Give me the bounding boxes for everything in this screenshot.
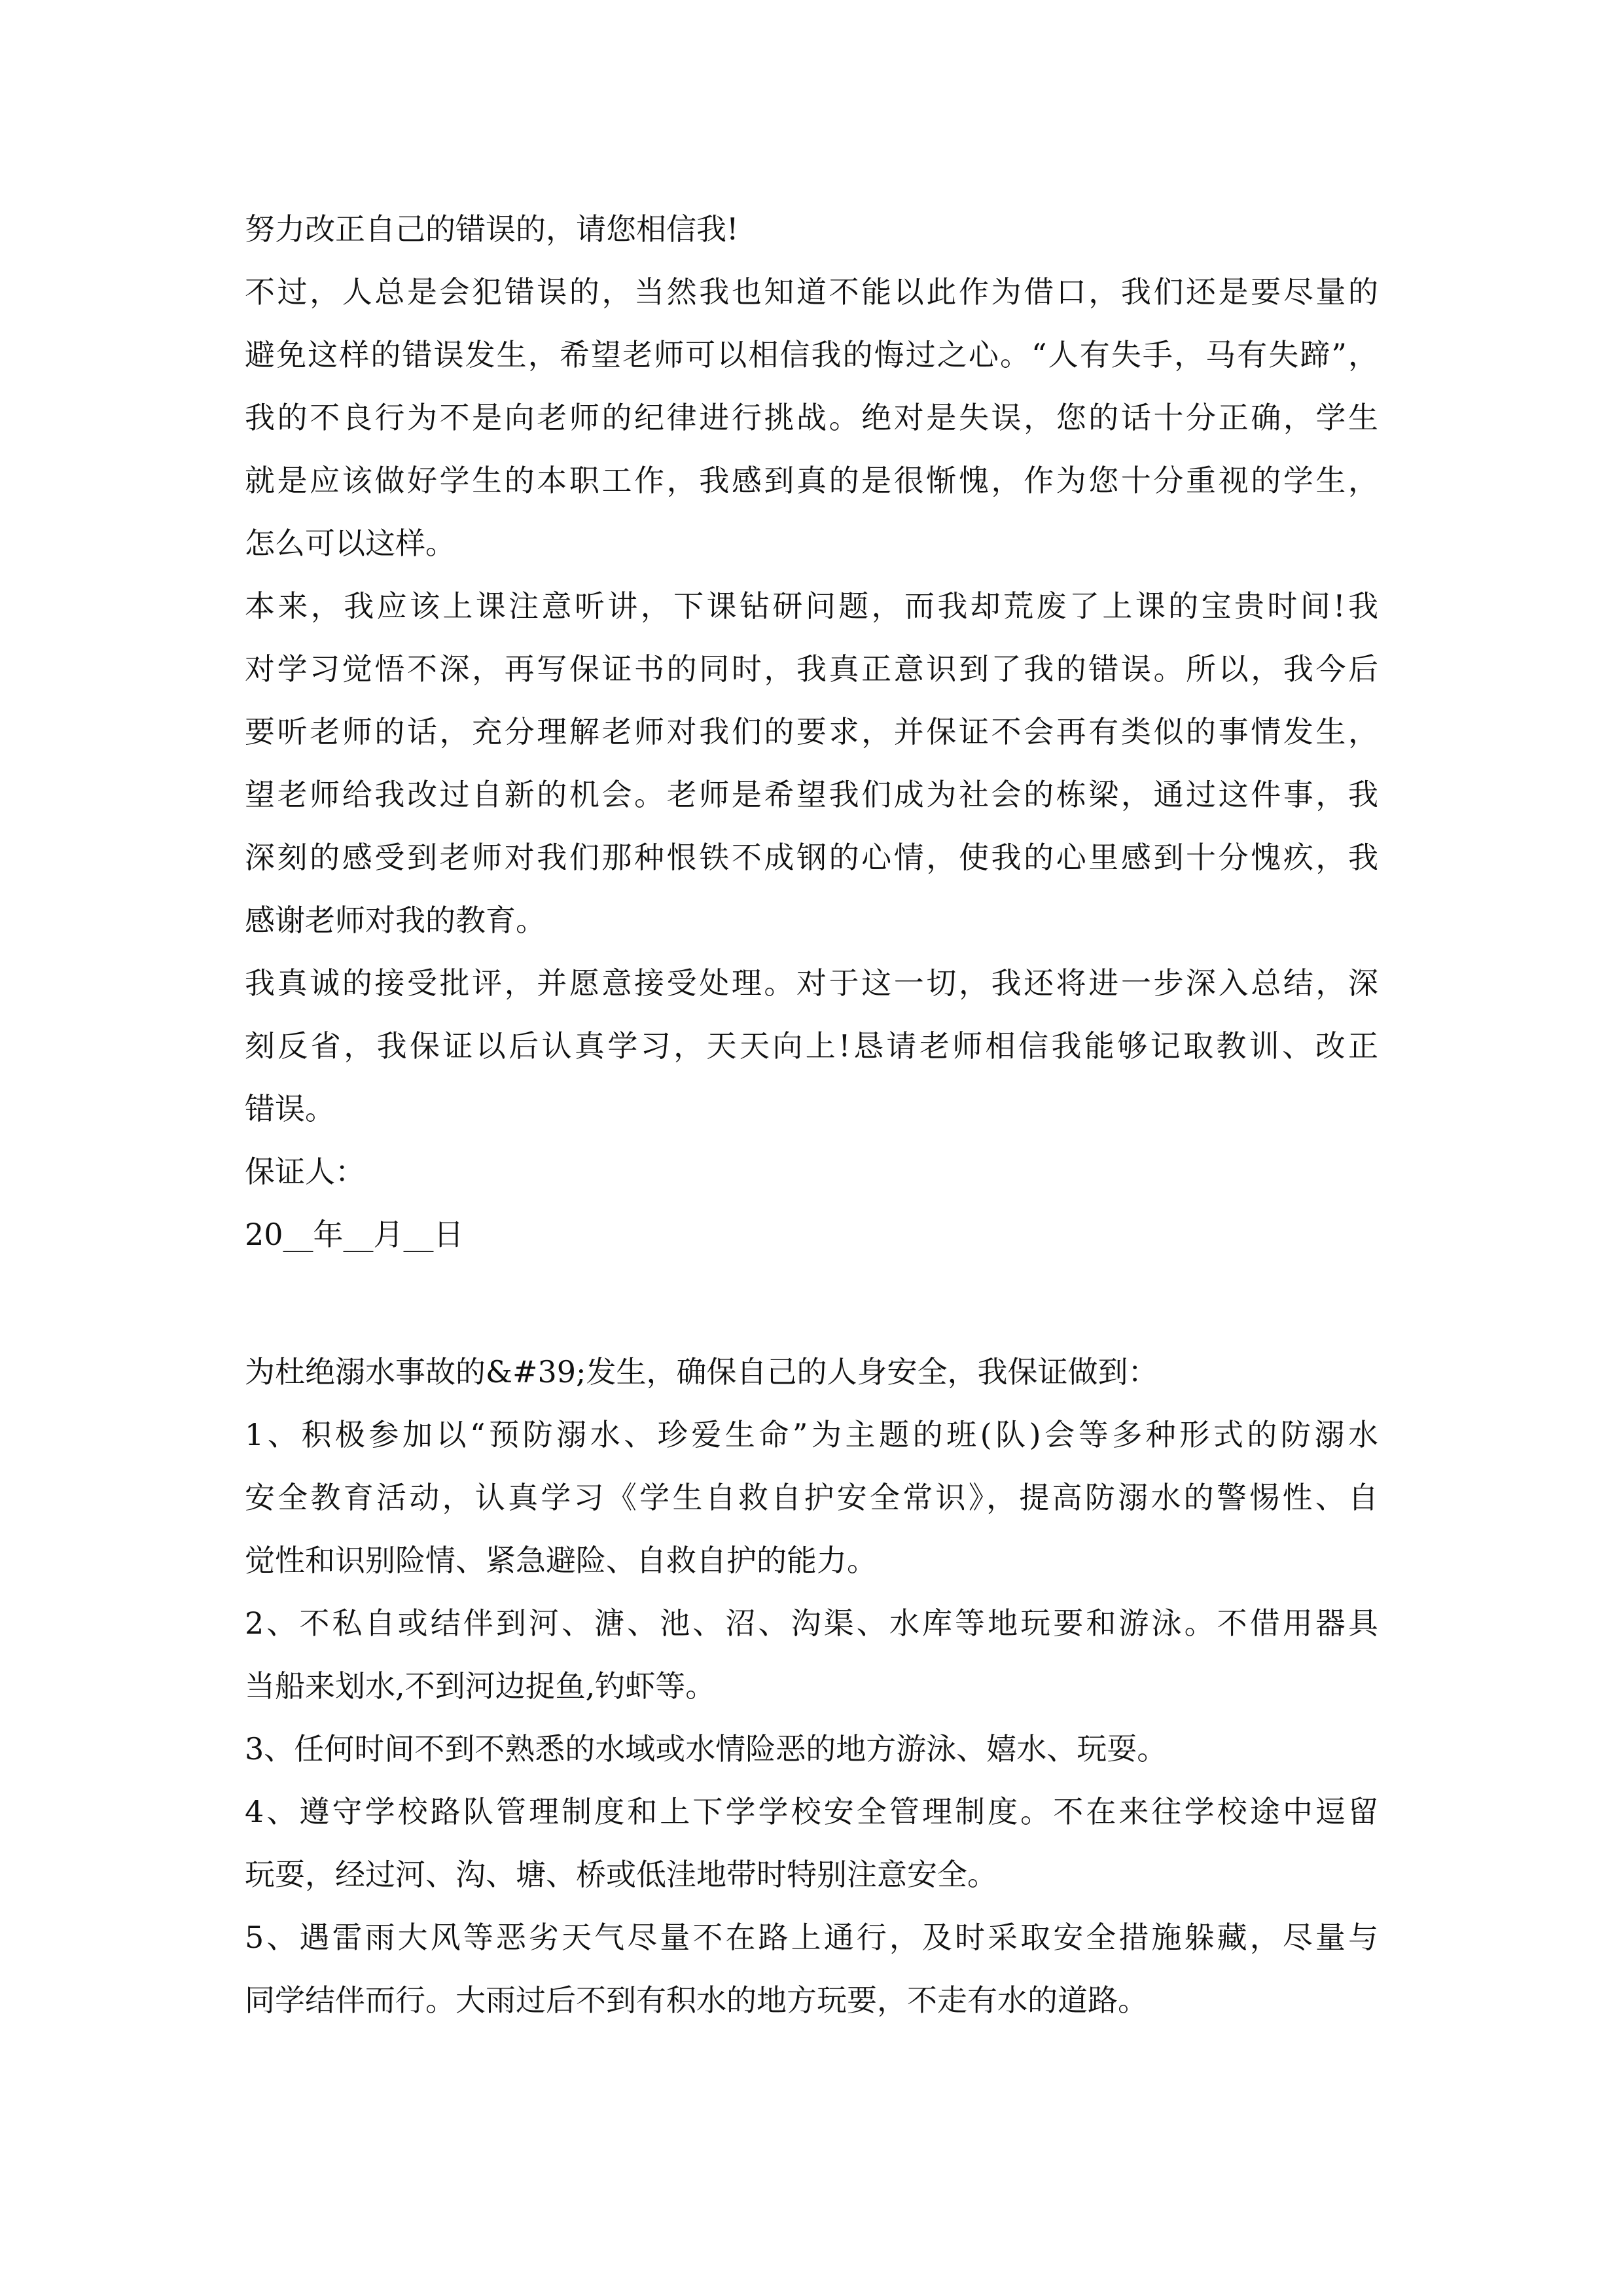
section-intro: 为杜绝溺水事故的&#39;发生，确保自己的人身安全，我保证做到： (245, 1354, 1158, 1390)
text-line: 错误。 (245, 1091, 335, 1126)
text-line: 当船来划水,不到河边捉鱼,钓虾等。 (245, 1668, 716, 1704)
text-line: 觉性和识别险情、紧急避险、自救自护的能力。 (245, 1543, 877, 1578)
text-line: 避免这样的错误发生，希望老师可以相信我的悔过之心。“人有失手，马有失蹄”， (245, 337, 1378, 372)
text-line: 感谢老师对我的教育。 (245, 903, 546, 938)
text-line: 努力改正自己的错误的，请您相信我! (245, 211, 739, 247)
text-line: 玩耍，经过河、沟、塘、桥或低洼地带时特别注意安全。 (245, 1857, 997, 1892)
text-line: 要听老师的话，充分理解老师对我们的要求，并保证不会再有类似的事情发生， (245, 714, 1378, 749)
text-line: 刻反省，我保证以后认真学习，天天向上!恳请老师相信我能够记取教训、改正 (245, 1028, 1378, 1064)
signer-label: 保证人： (245, 1154, 365, 1189)
text-line: 对学习觉悟不深，再写保证书的同时，我真正意识到了我的错误。所以，我今后 (245, 651, 1378, 687)
text-line: 安全教育活动，认真学习《学生自救自护安全常识》，提高防溺水的警惕性、自 (245, 1480, 1378, 1515)
text-line: 怎么可以这样。 (245, 526, 455, 561)
text-line: 不过，人总是会犯错误的，当然我也知道不能以此作为借口，我们还是要尽量的 (245, 274, 1378, 310)
text-line: 我的不良行为不是向老师的纪律进行挑战。绝对是失误，您的话十分正确，学生 (245, 400, 1378, 435)
text-line: 2、不私自或结伴到河、溏、池、沼、沟渠、水库等地玩要和游泳。不借用器具 (245, 1605, 1378, 1641)
text-line: 同学结伴而行。大雨过后不到有积水的地方玩要，不走有水的道路。 (245, 1982, 1148, 2018)
text-line: 1、积极参加以“预防溺水、珍爱生命”为主题的班(队)会等多种形式的防溺水 (245, 1417, 1378, 1452)
text-line: 我真诚的接受批评，并愿意接受处理。对于这一切，我还将进一步深入总结，深 (245, 965, 1378, 1001)
text-line: 4、遵守学校路队管理制度和上下学学校安全管理制度。不在来往学校途中逗留 (245, 1794, 1378, 1829)
text-line: 深刻的感受到老师对我们那种恨铁不成钢的心情，使我的心里感到十分愧疚，我 (245, 840, 1378, 875)
text-line: 望老师给我改过自新的机会。老师是希望我们成为社会的栋梁，通过这件事，我 (245, 777, 1378, 812)
text-line: 3、任何时间不到不熟悉的水域或水情险恶的地方游泳、嬉水、玩耍。 (245, 1731, 1168, 1767)
text-line: 本来，我应该上课注意听讲，下课钻研问题，而我却荒废了上课的宝贵时间!我 (245, 588, 1378, 624)
text-line: 5、遇雷雨大风等恶劣天气尽量不在路上通行，及时采取安全措施躲藏，尽量与 (245, 1920, 1378, 1955)
date-line: 20__年__月__日 (245, 1217, 464, 1252)
text-line: 就是应该做好学生的本职工作，我感到真的是很惭愧，作为您十分重视的学生， (245, 463, 1378, 498)
